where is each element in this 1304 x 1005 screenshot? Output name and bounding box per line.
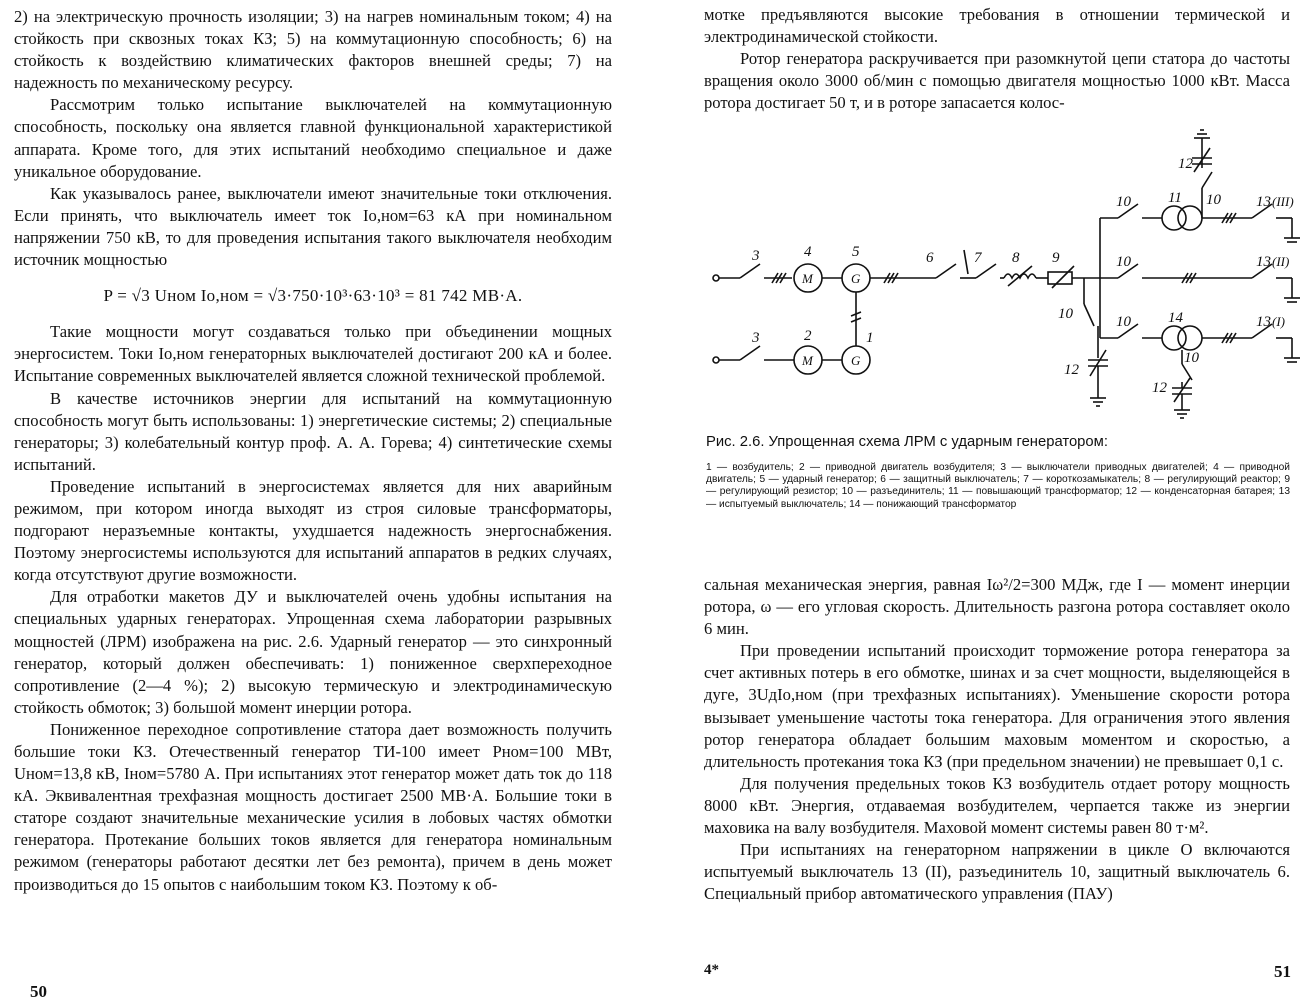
- label-13-b3: 13: [1256, 194, 1271, 210]
- label-6: 6: [926, 250, 934, 266]
- label-7: 7: [974, 250, 982, 266]
- power-formula: P = √3 Uном Iо,ном = √3·750·10³·63·10³ = 81 742 МВ·А.: [103, 286, 523, 306]
- label-10-cap: 10: [1058, 306, 1073, 322]
- paragraph-1: 2) на электрическую прочность изоляции; 3) на нагрев номинальным током; 4) на стойкость при сквозных токах КЗ; 5) на коммутационную способность; 6) на стойкость к воздействию климатических факторов внешней среды; 7) на надежность по механическому ресурсу.: [14, 7, 612, 93]
- circuit-diagram: [712, 128, 1302, 428]
- paragraph-r6: При испытаниях на генераторном напряжении в цикле О включаются испытуемый выключатель 13 (II), разъединитель 10, защитный выключатель 6. Специальный прибор автоматического управления (ПАУ): [704, 840, 1290, 904]
- label-phase-2: (II): [1272, 254, 1290, 269]
- label-10-b3-upper: 10: [1206, 192, 1221, 208]
- paragraph-6: Проведение испытаний в энергосистемах является для них аварийным режимом, при котором иногда выходят из строя силовые трансформаторы, подгорают неразъемные контакты, ухудшается надежность энергоснабжения. Поэтому энергосистемы используются для испытаний аппаратов в редких случаях, когда отсутствуют другие возможности.: [14, 476, 612, 585]
- label-9: 9: [1052, 250, 1060, 266]
- branch-one: [1100, 324, 1300, 418]
- label-12-b3: 12: [1178, 156, 1193, 172]
- signature-mark: 4*: [704, 962, 719, 978]
- label-3-lower: 3: [752, 330, 760, 346]
- label-gen-upper: G: [851, 271, 861, 286]
- label-gen-lower: G: [851, 353, 861, 368]
- paragraph-2: Рассмотрим только испытание выключателей на коммутационную способность, поскольку она является главной функциональной характеристикой аппарата. Кроме того, для этих испытаний необходимо специальное и даже уникальное оборудование.: [14, 95, 612, 181]
- figure-legend: 1 — возбудитель; 2 — приводной двигатель возбудителя; 3 — выключатели приводных двигателей; 4 — приводной двигатель; 5 — ударный генератор; 6 — защитный выключатель; 7 — короткозамыкатель; 8 — регулирующий реактор; 9 — регулирующий резистор; 10 — разъединитель; 11 — повышающий трансформатор; 12 — конденсаторная батарея; 13 — испытуемый выключатель; 14 — понижающий трансформатор: [706, 462, 1290, 510]
- label-11: 11: [1168, 190, 1182, 206]
- label-10-b3: 10: [1116, 194, 1131, 210]
- label-12-b1: 12: [1152, 380, 1167, 396]
- paragraph-r5: Для получения предельных токов КЗ возбудитель отдает ротору мощность 8000 кВт. Энергия, отдаваемая возбудителем, черпается также из энергии маховика на валу возбудителя. Маховой момент системы равен 80 т·м².: [704, 773, 1290, 838]
- paragraph-r1: мотке предъявляются высокие требования в отношении термической и электродинамической стойкости.: [704, 5, 1290, 47]
- paragraph-4: Такие мощности могут создаваться только при объединении мощных энергосистем. Токи Iо,ном генераторных выключателей достигают 200 кА и более. Испытание современных выключателей является сложной технической проблемой.: [14, 322, 612, 386]
- label-5: 5: [852, 244, 860, 260]
- label-12-cap: 12: [1064, 362, 1079, 378]
- page-number-right: 51: [1274, 962, 1291, 981]
- paragraph-8: Пониженное переходное сопротивление статора дает возможность получить большие токи КЗ. Отечественный генератор ТИ-100 имеет Pном=100 МВт, Uном=13,8 кВ, Iном=5780 А. При испытаниях этот генератор может дать ток до 118 кА. Эквивалентная трехфазная мощность достигает 2500 МВ·А. Большие токи в статоре создают значительные механические усилия в лобовых частях обмотки генератора. Протекание больших токов является для генератора номинальным режимом (генераторы работают десятки лет без ремонта), причем в день может производиться до 15 опытов с наибольшим током КЗ. Поэтому к об-: [14, 719, 612, 894]
- label-4: 4: [804, 244, 812, 260]
- page-number-left: 50: [30, 982, 47, 1001]
- label-13-b1: 13: [1256, 314, 1271, 330]
- label-13-b2: 13: [1256, 254, 1271, 270]
- paragraph-r2: Ротор генератора раскручивается при разомкнутой цепи статора до частоты вращения около 3000 об/мин с помощью двигателя мощностью 1000 кВт. Масса ротора достигает 50 т, и в роторе запасается колос-: [704, 49, 1290, 113]
- transformer-11-secondary: [1178, 206, 1202, 230]
- label-8: 8: [1012, 250, 1020, 266]
- label-2: 2: [804, 328, 812, 344]
- paragraph-r3: сальная механическая энергия, равная Iω²/2=300 МДж, где I — момент инерции ротора, ω — его угловая скорость. Длительность разгона ротора составляет около 6 мин.: [704, 575, 1290, 639]
- label-phase-1: (I): [1272, 314, 1285, 329]
- label-3-upper: 3: [752, 248, 760, 264]
- figure-caption: Рис. 2.6. Упрощенная схема ЛРМ с ударным генератором:: [706, 434, 1108, 450]
- paragraph-5: В качестве источников энергии для испытаний на коммутационную способность могут быть использованы: 1) энергетические системы; 2) специальные генераторы; 3) колебательный контур проф. А. А. Горева; 4) синтетические схемы испытаний.: [14, 388, 612, 474]
- label-10-b1: 10: [1116, 314, 1131, 330]
- label-phase-3: (III): [1272, 194, 1294, 209]
- label-1: 1: [866, 330, 874, 346]
- branch-three: [1100, 130, 1300, 242]
- label-14: 14: [1168, 310, 1183, 326]
- paragraph-3: Как указывалось ранее, выключатели имеют значительные токи отключения. Если принять, что выключатель имеет ток Iо,ном=63 кА при номинальном напряжении 750 кВ, то для проведения испытания такого выключателя необходим источник мощностью: [14, 183, 612, 270]
- label-10-b2: 10: [1116, 254, 1131, 270]
- transformer-14-secondary: [1178, 326, 1202, 350]
- label-motor-lower: M: [802, 353, 813, 368]
- paragraph-r4: При проведении испытаний происходит торможение ротора генератора за счет активных потерь в его обмотке, шинах и за счет мощности, выделяющейся в дуге, 3UдIо,ном (при трехфазных испытаниях). Уменьшение скорости ротора вызывает уменьшение частоты тока генератора. Для ограничения этого явления ротор генератора обладает большим маховым моментом и скоростью, а длительность протекания тока КЗ (при предельном значении) не превышает 0,1 с.: [704, 641, 1290, 771]
- left-text-column: [14, 6, 612, 896]
- right-bottom-text: [704, 574, 1290, 905]
- paragraph-7: Для отработки макетов ДУ и выключателей очень удобны испытания на специальных ударных генераторах. Упрощенная схема лаборатории разрывных мощностей (ЛРМ) изображена на рис. 2.6. Ударный генератор — это синхронный генератор, который должен обеспечивать: 1) пониженное сверхпереходное сопротивление (2—4 %); 2) высокую термическую и электродинамическую стойкость обмоток; 3) большой момент инерции ротора.: [14, 587, 612, 717]
- right-page: [652, 0, 1304, 1005]
- label-10-b1-lower: 10: [1184, 350, 1199, 366]
- right-top-text: [704, 4, 1290, 114]
- label-motor-upper: M: [802, 271, 813, 286]
- lower-drive-row: [713, 292, 870, 374]
